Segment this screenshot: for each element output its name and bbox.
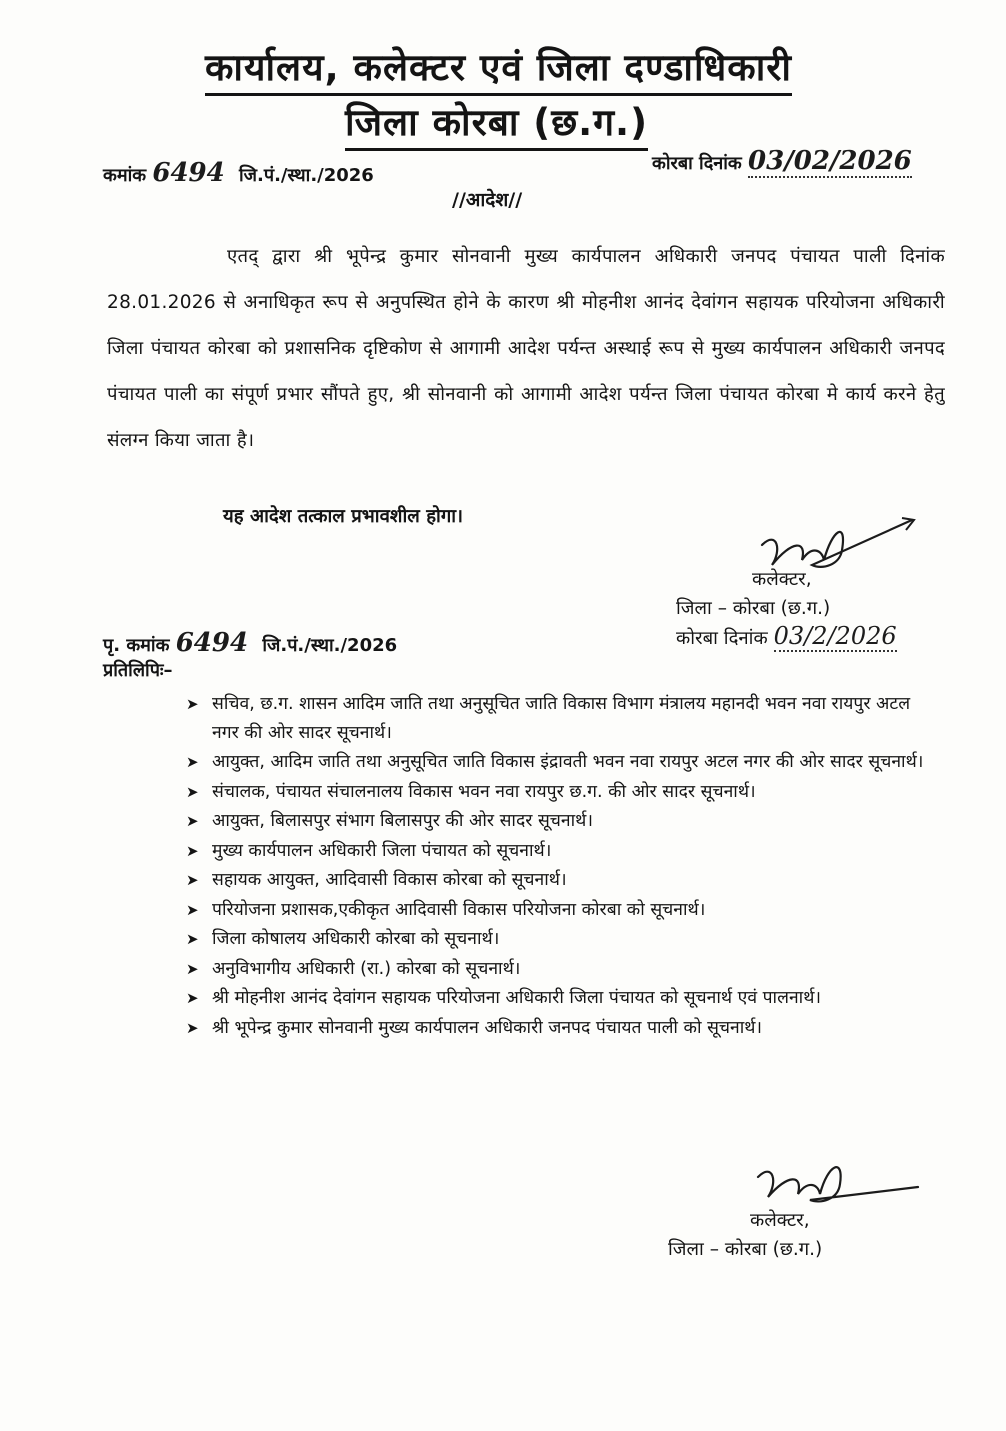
order-ref [103,158,374,188]
arrow-bullet-icon: ➤ [186,841,199,860]
arrow-bullet-icon: ➤ [186,959,199,978]
copies-heading: प्रतिलिपिः– [103,660,173,681]
arrow-bullet-icon: ➤ [186,1018,199,1037]
list-item: ➤ संचालक, पंचायत संचालनालय विकास भवन नवा रायपुर छ.ग. की ओर सादर सूचनार्थ। [182,778,942,807]
list-item: ➤ सहायक आयुक्त, आदिवासी विकास कोरबा को सूचनार्थ। [182,866,942,895]
list-item: ➤ सचिव, छ.ग. शासन आदिम जाति तथा अनुसूचित जाति विकास विभाग मंत्रालय महानदी भवन नवा रायपुर अटल नगर की ओर सादर सूचनार्थ। [182,690,942,747]
effective-statement: यह आदेश तत्काल प्रभावशील होगा। [223,506,464,527]
copy-ref-suffix: जि.पं./स्था./2026 [262,635,398,656]
copy-list [182,690,942,1043]
office-title-line2: जिला कोरबा (छ.ग.) [345,95,648,151]
sig1-date-label: कोरबा दिनांक [676,628,768,649]
order-ref-suffix: जि.पं./स्था./2026 [239,165,374,186]
arrow-bullet-icon: ➤ [186,695,199,713]
order-date-label: कोरबा दिनांक [652,153,742,174]
arrow-bullet-icon: ➤ [186,812,199,830]
copy-ref-label: पृ. कमांक [103,635,170,656]
list-item: ➤ आयुक्त, आदिम जाति तथा अनुसूचित जाति विकास इंद्रावती भवन नवा रायपुर अटल नगर की ओर सादर सूचनार्थ। [182,748,942,777]
list-item: ➤ श्री भूपेन्द्र कुमार सोनवानी मुख्य कार्यपालन अधिकारी जनपद पंचायत पाली को सूचनार्थ। [182,1014,942,1043]
sig1-date [676,622,897,652]
list-item: ➤ मुख्य कार्यपालन अधिकारी जिला पंचायत को सूचनार्थ। [182,837,942,866]
list-item: ➤ परियोजना प्रशासक,एकीकृत आदिवासी विकास परियोजना कोरबा को सूचनार्थ। [182,896,942,925]
arrow-bullet-icon: ➤ [186,782,199,801]
list-item: ➤ जिला कोषालय अधिकारी कोरबा को सूचनार्थ। [182,925,942,954]
arrow-bullet-icon: ➤ [186,871,199,889]
arrow-bullet-icon: ➤ [186,753,199,771]
arrow-bullet-icon: ➤ [186,900,199,919]
order-date-handwritten: 03/02/2026 [748,146,912,176]
list-item: ➤ श्री मोहनीश आनंद देवांगन सहायक परियोजना अधिकारी जिला पंचायत को सूचनार्थ एवं पालनार्थ। [182,984,942,1013]
office-title-line1: कार्यालय, कलेक्टर एवं जिला दण्डाधिकारी [205,40,792,96]
copy-number-handwritten: 6494 [175,628,249,658]
copy-ref [103,628,397,658]
order-title: //आदेश// [452,189,523,211]
sig1-district: जिला – कोरबा (छ.ग.) [676,598,831,619]
order-body: एतद् द्वारा श्री भूपेन्द्र कुमार सोनवानी मुख्य कार्यपालन अधिकारी जनपद पंचायत पाली दिनांक 28.01.2026 से अनाधिकृत रूप से अनुपस्थित होने के कारण श्री मोहनीश आनंद देवांगन सहायक परियोजना अधिकारी जिला पंचायत कोरबा को प्रशासनिक दृष्टिकोण से आगामी आदेश पर्यन्त अस्थाई रूप से मुख्य कार्यपालन अधिकारी जनपद पंचायत पाली का संपूर्ण प्रभार सौंपते हुए, श्री सोनवानी को आगामी आदेश पर्यन्त जिला पंचायत कोरबा मे कार्य करने हेतु संलग्न किया जाता है। [107,246,945,451]
sig2-district: जिला – कोरबा (छ.ग.) [668,1239,823,1260]
order-ref-label: कमांक [103,165,147,186]
list-item: ➤ अनुविभागीय अधिकारी (रा.) कोरबा को सूचनार्थ। [182,955,942,984]
sig2-designation: कलेक्टर, [750,1210,810,1231]
sig1-date-handwritten: 03/2/2026 [773,622,897,650]
list-item: ➤ आयुक्त, बिलासपुर संभाग बिलासपुर की ओर सादर सूचनार्थ। [182,807,942,836]
arrow-bullet-icon: ➤ [186,930,199,948]
order-number-handwritten: 6494 [152,158,225,188]
sig1-designation: कलेक्टर, [752,569,812,590]
arrow-bullet-icon: ➤ [186,989,199,1007]
order-date [652,146,912,178]
